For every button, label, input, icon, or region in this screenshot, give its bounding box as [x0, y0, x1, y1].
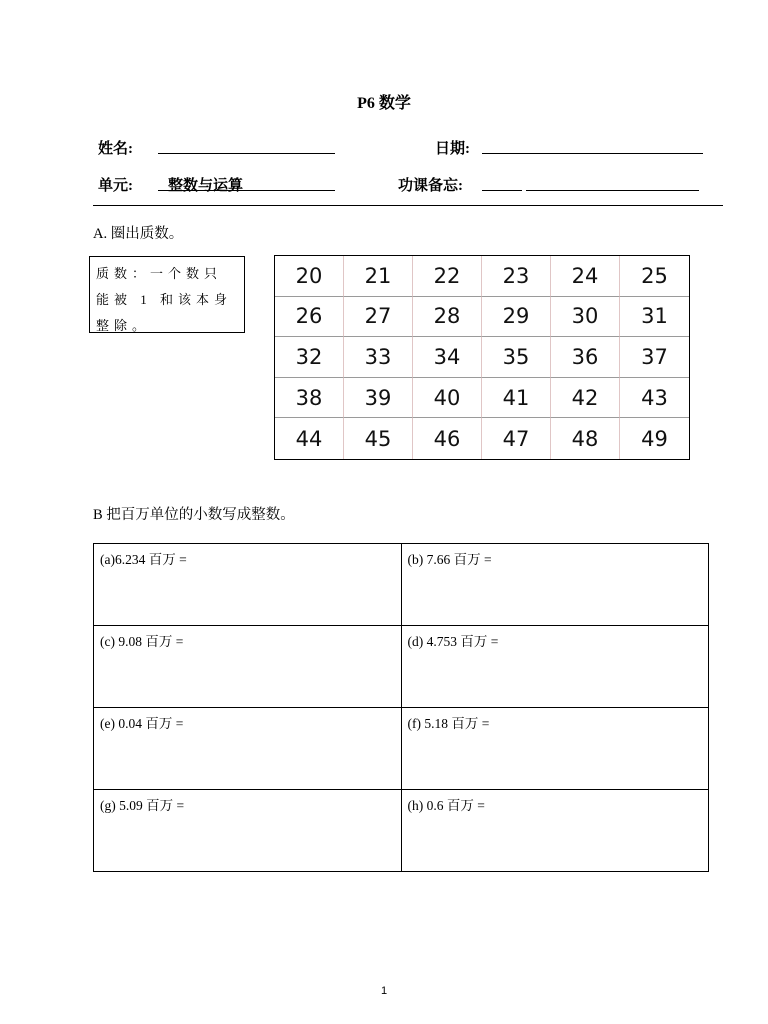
question-g-cell[interactable]: (g) 5.09 百万 = — [94, 790, 402, 872]
unit-value: 整数与运算 — [168, 178, 244, 194]
header-divider — [93, 205, 723, 206]
number-cell[interactable]: 25 — [620, 256, 689, 297]
number-cell[interactable]: 27 — [344, 297, 413, 338]
question-d-cell[interactable]: (d) 4.753 百万 = — [401, 626, 709, 708]
number-cell[interactable]: 46 — [413, 418, 482, 459]
unit-label: 单元: — [98, 178, 133, 194]
number-cell[interactable]: 36 — [551, 337, 620, 378]
number-cell[interactable]: 23 — [482, 256, 551, 297]
number-cell[interactable]: 31 — [620, 297, 689, 338]
table-row — [94, 544, 709, 626]
number-cell[interactable]: 48 — [551, 418, 620, 459]
number-cell[interactable]: 29 — [482, 297, 551, 338]
table-row — [94, 708, 709, 790]
question-h-cell[interactable]: (h) 0.6 百万 = — [401, 790, 709, 872]
conversion-table — [93, 543, 709, 872]
section-a-heading: A. 圈出质数。 — [93, 226, 184, 242]
homework-field-short[interactable] — [482, 190, 522, 191]
number-grid — [274, 255, 690, 460]
number-cell[interactable]: 40 — [413, 378, 482, 419]
number-cell[interactable]: 30 — [551, 297, 620, 338]
number-cell[interactable]: 21 — [344, 256, 413, 297]
number-cell[interactable]: 24 — [551, 256, 620, 297]
prime-definition-box: 质数：一个数只能被 1 和该本身整除。 — [89, 256, 245, 333]
question-e-cell[interactable]: (e) 0.04 百万 = — [94, 708, 402, 790]
number-cell[interactable]: 22 — [413, 256, 482, 297]
number-cell[interactable]: 20 — [275, 256, 344, 297]
question-c-cell[interactable]: (c) 9.08 百万 = — [94, 626, 402, 708]
number-cell[interactable]: 28 — [413, 297, 482, 338]
section-b-heading: B 把百万单位的小数写成整数。 — [93, 507, 295, 523]
number-cell[interactable]: 41 — [482, 378, 551, 419]
number-cell[interactable]: 49 — [641, 426, 668, 451]
page-number: 1 — [380, 985, 388, 997]
table-row — [94, 626, 709, 708]
number-cell[interactable]: 44 — [275, 418, 344, 459]
number-cell[interactable]: 33 — [344, 337, 413, 378]
number-cell[interactable]: 34 — [413, 337, 482, 378]
number-cell[interactable]: 45 — [344, 418, 413, 459]
number-cell[interactable]: 37 — [620, 337, 689, 378]
homework-label: 功课备忘: — [398, 178, 463, 194]
date-field[interactable] — [482, 153, 703, 154]
number-cell[interactable]: 47 — [482, 418, 551, 459]
question-a-cell[interactable]: (a)6.234 百万 = — [94, 544, 402, 626]
homework-field[interactable] — [526, 190, 699, 191]
table-row — [94, 790, 709, 872]
name-label: 姓名: — [98, 141, 133, 157]
number-cell[interactable]: 32 — [275, 337, 344, 378]
number-cell[interactable]: 38 — [275, 378, 344, 419]
number-cell[interactable]: 39 — [344, 378, 413, 419]
question-b-cell[interactable]: (b) 7.66 百万 = — [401, 544, 709, 626]
unit-underline — [158, 190, 335, 191]
name-field[interactable] — [158, 153, 335, 154]
page-title: P6 数学 — [357, 95, 411, 112]
date-label: 日期: — [435, 141, 470, 157]
number-cell[interactable]: 26 — [275, 297, 344, 338]
number-cell[interactable]: 43 — [620, 378, 689, 419]
question-f-cell[interactable]: (f) 5.18 百万 = — [401, 708, 709, 790]
number-cell[interactable]: 42 — [551, 378, 620, 419]
number-cell[interactable]: 35 — [482, 337, 551, 378]
